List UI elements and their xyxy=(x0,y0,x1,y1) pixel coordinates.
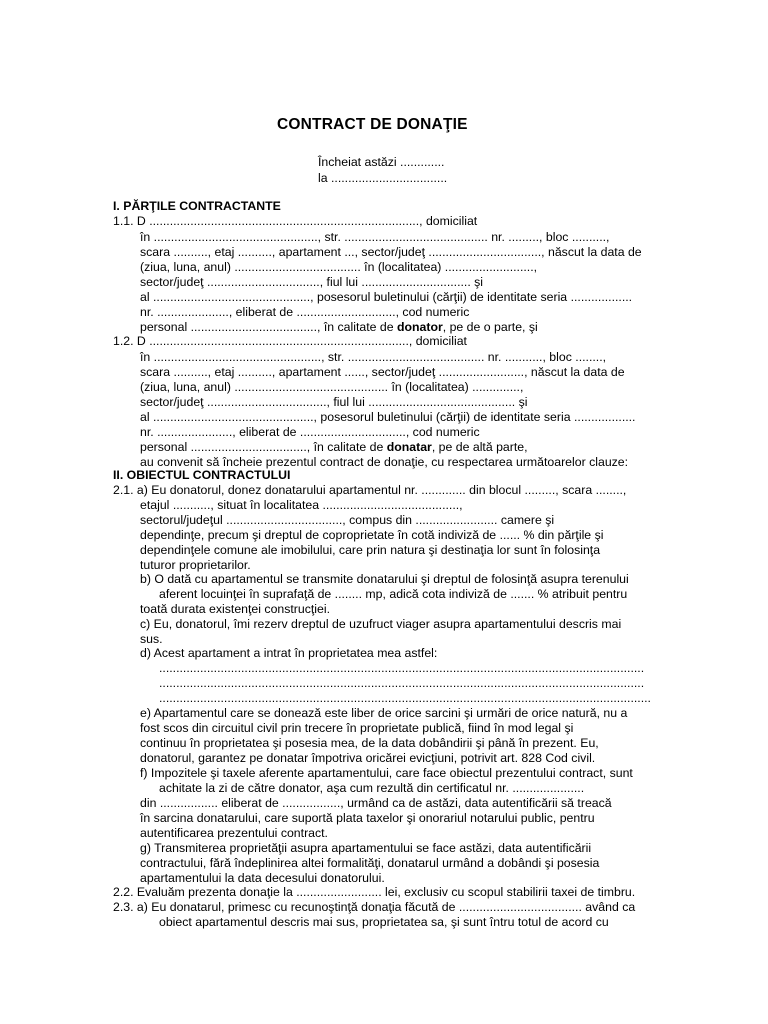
dotted-fill-line: ................................................................................................................................................ xyxy=(159,691,651,705)
clause-text: personal ....................................., în calitate de xyxy=(140,320,397,334)
clause-2-1-c-line: c) Eu, donatorul, îmi rezerv dreptul de uzufruct viager asupra apartamentului descris mai xyxy=(140,617,622,631)
document-title: CONTRACT DE DONAŢIE xyxy=(277,116,468,133)
dotted-fill-line: .............................................................................................................................................. xyxy=(159,676,645,690)
clause-2-1-line: dependinţele comune ale imobilului, care prin natura şi destinaţia lor sunt în folosinţa xyxy=(140,543,601,557)
concluded-place-line: la .................................. xyxy=(318,171,448,185)
clause-2-2-line: 2.2. Evaluăm prezenta donaţie la ......................... lei, exclusiv cu scopul stabilirii taxei de timbru. xyxy=(113,885,636,899)
clause-2-1-line: 2.1. a) Eu donatorul, donez donatarului apartamentul nr. ............. din blocul ........., scara ........, xyxy=(113,483,627,497)
clause-2-1-f-line: achitate la zi de către donator, aşa cum rezultă din certificatul nr. ..................... xyxy=(159,781,585,795)
clause-2-1-c-line: sus. xyxy=(140,632,163,646)
clause-1-1-line: scara .........., etaj .........., apartament ..., sector/judeţ ................................., născut la data de xyxy=(140,245,642,259)
clause-1-1-line: al .............................................., posesorul buletinului (cărţii) de identitate seria .................. xyxy=(140,290,633,304)
clause-1-1-line xyxy=(140,320,538,335)
clause-1-1-line: (ziua, luna, anul) ..................................... în (localitatea) .........................., xyxy=(140,260,538,274)
clause-2-3-line: obiect apartamentul descris mai sus, proprietatea sa, şi sunt întru totul de acord cu xyxy=(159,915,609,929)
section-heading-parties: I. PĂRŢILE CONTRACTANTE xyxy=(113,199,281,213)
clause-2-1-e-line: e) Apartamentul care se donează este liber de orice sarcini şi urmări de orice natură, nu a xyxy=(140,706,628,720)
clause-2-1-line: dependinţe, precum şi dreptul de coproprietate în cotă indiviză de ...... % din părţile şi xyxy=(140,528,604,542)
section-heading-object: II. OBIECTUL CONTRACTULUI xyxy=(113,468,291,482)
clause-1-1-line: sector/judeţ ................................., fiul lui ................................ şi xyxy=(140,275,484,289)
clause-2-1-d-line: d) Acest apartament a intrat în proprietatea mea astfel: xyxy=(140,646,438,660)
dotted-fill-line: .............................................................................................................................................. xyxy=(159,661,645,675)
clause-2-1-e-line: donatorul, garantez pe donatar împotriva oricărei evicţiuni, potrivit art. 828 Cod civil. xyxy=(140,751,596,765)
clause-1-2-line: au convenit să încheie prezentul contract de donaţie, cu respectarea următoarelor clauze: xyxy=(140,455,629,469)
clause-2-1-g-line: contractului, fără îndeplinirea altei formalităţi, donatarul urmând a dobândi şi posesia xyxy=(140,856,600,870)
clause-1-2-line: în ................................................., str. ........................................ nr. ..........., bloc ........, xyxy=(140,350,607,364)
clause-1-2-line: sector/judeţ ..................................., fiul lui ........................................... şi xyxy=(140,395,528,409)
clause-2-1-f-line: în sarcina donatarului, care suportă plata taxelor şi onorariul notarului public, pentru xyxy=(140,811,595,825)
clause-1-2-line: nr. ......................, eliberat de ..............................., cod numeric xyxy=(140,425,480,439)
donator-term: donator xyxy=(396,320,443,334)
clause-1-2-line: al ..............................................., posesorul buletinului (cărţii) de identitate seria .................. xyxy=(140,410,636,424)
clause-2-1-f-line: autentificarea prezentului contract. xyxy=(140,826,328,840)
clause-2-1-f-line: din ................. eliberat de ................., urmând ca de astăzi, data autentificării să treacă xyxy=(140,796,612,810)
clause-1-2-line: (ziua, luna, anul) ............................................. în (localitatea) .............., xyxy=(140,380,524,394)
clause-1-1-line: în ................................................, str. .......................................... nr. ........., bloc .........., xyxy=(140,230,610,244)
clause-1-1-line: nr. ....................., eliberat de ............................., cod numeric xyxy=(140,305,470,319)
clause-text: , pe de o parte, şi xyxy=(442,320,538,334)
clause-1-2-line: scara .........., etaj .........., apartament ......, sector/judeţ ........................., născut la data de xyxy=(140,365,625,379)
clause-2-1-line: tuturor proprietarilor. xyxy=(140,558,251,572)
clause-2-1-g-line: g) Transmiterea proprietăţii asupra apartamentului se face astăzi, data autentificării xyxy=(140,841,592,855)
clause-text: , pe de altă parte, xyxy=(431,440,528,454)
clause-2-1-f-line: f) Impozitele şi taxele aferente apartamentului, care face obiectul prezentului contract, sunt xyxy=(140,766,633,780)
clause-2-1-b-line: toată durata existenţei construcţiei. xyxy=(140,602,331,616)
clause-2-1-b-line: b) O dată cu apartamentul se transmite donatarului şi dreptul de folosinţă asupra terenului xyxy=(140,572,629,586)
clause-text: personal .................................., în calitate de xyxy=(140,440,387,454)
clause-2-1-e-line: fost scos din circuitul civil prin trecere în proprietate publică, fiind în mod legal şi xyxy=(140,721,574,735)
clause-1-2-line xyxy=(140,440,528,455)
clause-1-1-line: 1.1. D ..............................................................................., domiciliat xyxy=(113,214,478,228)
clause-2-1-b-line: aferent locuinţei în suprafaţă de ........ mp, adică cota indiviză de ....... % atribuit pentru xyxy=(159,587,628,601)
clause-2-1-g-line: apartamentului la data decesului donatorului. xyxy=(140,871,385,885)
clause-2-1-line: sectorul/judeţul .................................., compus din ........................ camere şi xyxy=(140,513,555,527)
clause-2-1-e-line: continuu în proprietatea şi posesia mea, de la data dobândirii şi până în prezent. Eu, xyxy=(140,736,599,750)
clause-2-3-line: 2.3. a) Eu donatarul, primesc cu recunoştinţă donaţia făcută de .................................... având ca xyxy=(113,900,636,914)
clause-1-2-line: 1.2. D ............................................................................, domiciliat xyxy=(113,334,467,348)
donatar-term: donatar xyxy=(386,440,432,454)
concluded-date-line: Încheiat astăzi ............. xyxy=(318,155,445,169)
clause-2-1-line: etajul ..........., situat în localitatea ........................................, xyxy=(140,498,463,512)
